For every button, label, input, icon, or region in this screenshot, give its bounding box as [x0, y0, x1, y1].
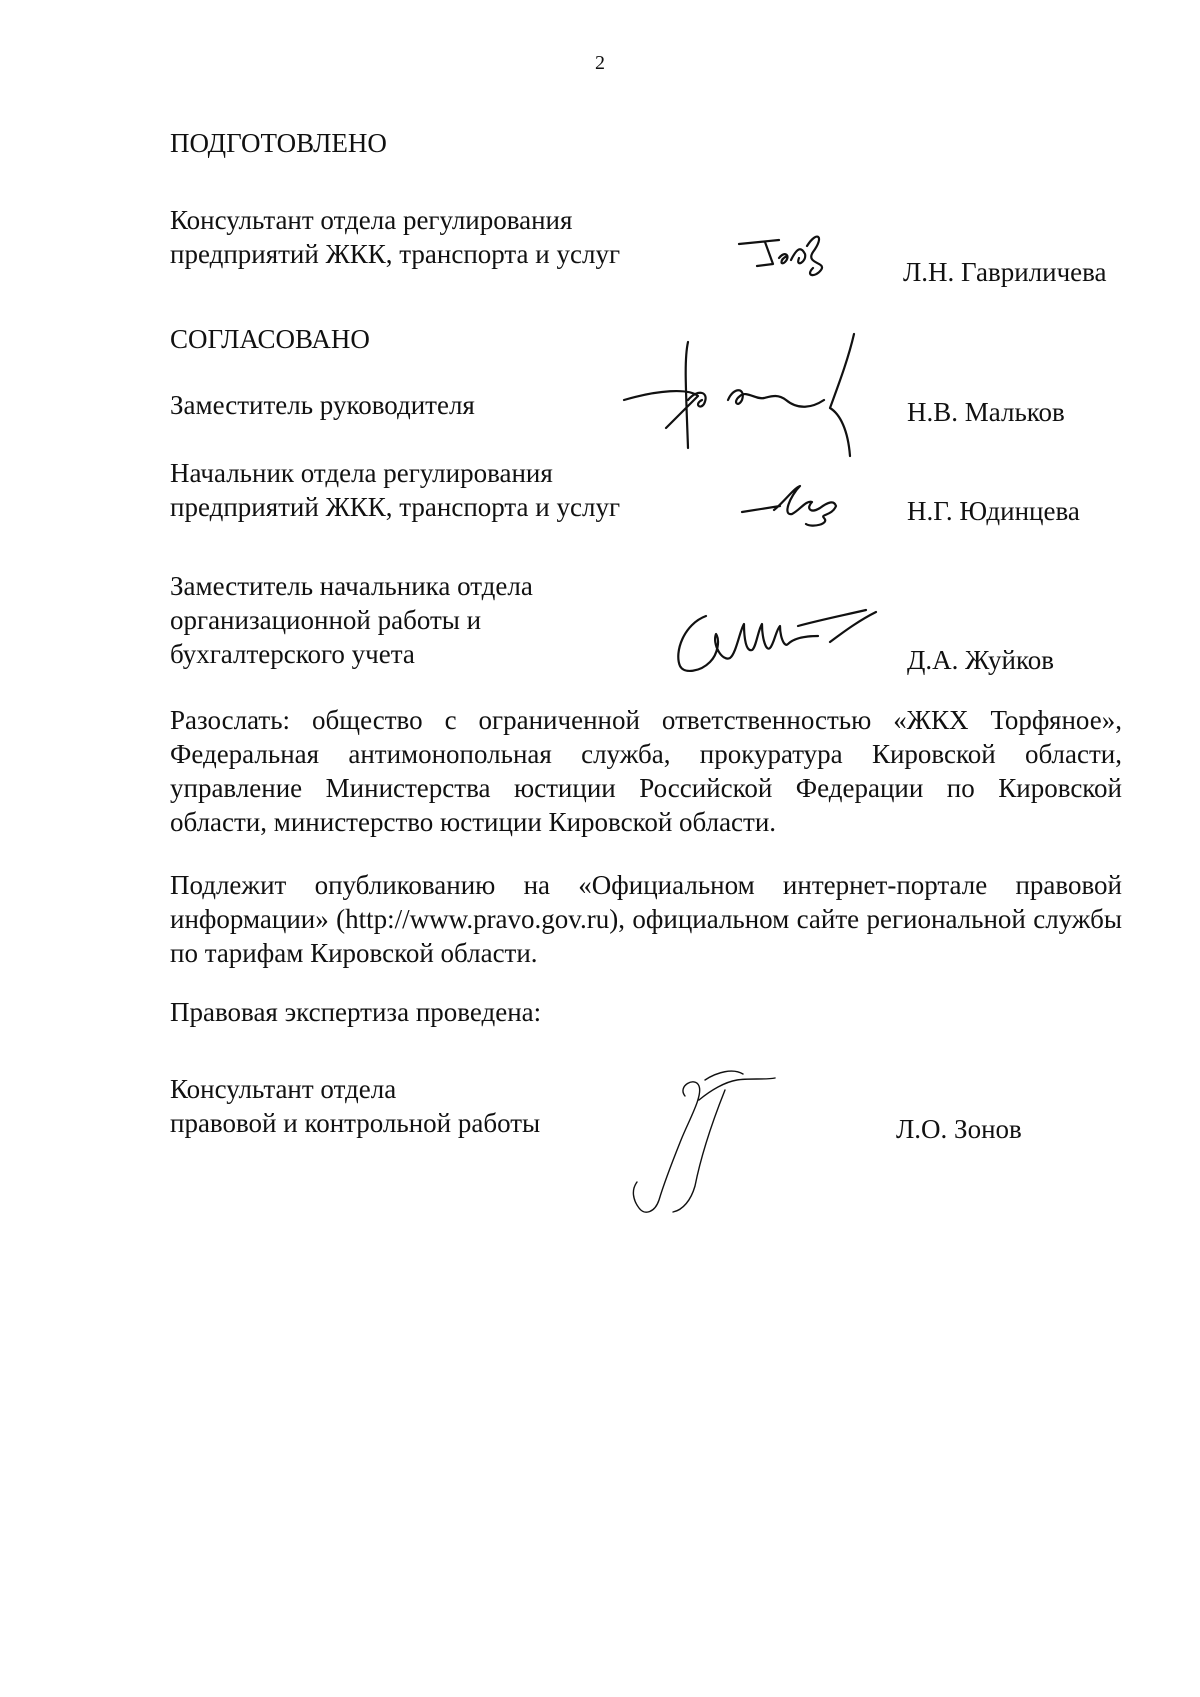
agreed-signer-2-name: Н.Г. Юдинцева: [907, 496, 1080, 526]
agreed-signer-3-position-line2: организационной работы и: [170, 605, 482, 635]
agreed-signer-3-name: Д.А. Жуйков: [907, 645, 1054, 675]
signature-gavrilicheva-icon: [735, 228, 845, 286]
agreed-signer-2-position-line1: Начальник отдела регулирования: [170, 458, 553, 488]
signature-malkov-icon: [618, 330, 878, 460]
distribution-paragraph: Разослать: общество с ограниченной ответственностью «ЖКХ Торфяное», Федеральная антимонопольная служба, прокуратура Кировской области, управление Министерства юстиции Российской Федерации по Кировской области, министерство юстиции Кировской области.: [170, 705, 1122, 837]
agreed-signer-3-position-line1: Заместитель начальника отдела: [170, 571, 533, 601]
agreed-signer-2-position-line2: предприятий ЖКК, транспорта и услуг: [170, 492, 621, 522]
signature-zhuikov-icon: [670, 600, 880, 680]
agreed-signer-1-position: Заместитель руководителя: [170, 390, 475, 420]
prepared-name: Л.Н. Гавриличева: [903, 257, 1107, 287]
legal-review-name: Л.О. Зонов: [896, 1114, 1022, 1144]
signature-zonov-icon: [625, 1060, 800, 1220]
agreed-signer-3-position-line3: бухгалтерского учета: [170, 639, 415, 669]
prepared-position-line2: предприятий ЖКК, транспорта и услуг: [170, 239, 621, 269]
page-number: 2: [595, 52, 605, 74]
agreed-heading: СОГЛАСОВАНО: [170, 324, 370, 354]
prepared-position-line1: Консультант отдела регулирования: [170, 205, 573, 235]
agreed-signer-1-name: Н.В. Мальков: [907, 397, 1065, 427]
legal-review-heading: Правовая экспертиза проведена:: [170, 997, 542, 1027]
prepared-heading: ПОДГОТОВЛЕНО: [170, 128, 387, 158]
signature-yudintseva-icon: [740, 480, 850, 530]
legal-review-position-line1: Консультант отдела: [170, 1074, 397, 1104]
legal-review-position-line2: правовой и контрольной работы: [170, 1108, 541, 1138]
publication-paragraph: Подлежит опубликованию на «Официальном интернет-портале правовой информации» (http://www.pravo.gov.ru), официальном сайте региональной службы по тарифам Кировской области.: [170, 870, 1122, 968]
